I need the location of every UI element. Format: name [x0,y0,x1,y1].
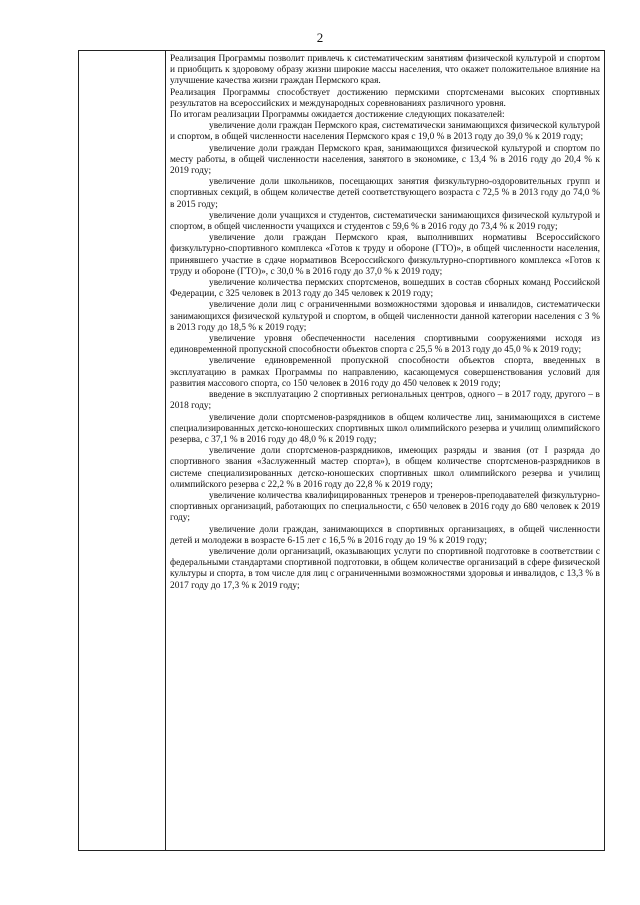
indicator-paragraph: увеличение доли лиц с ограниченными возможностями здоровья и инвалидов, систематически занимающихся физической культурой и спортом, в общей численности данной категории населения с 3 % в 2013 году до 18,5 % к 2019 году; [170,300,600,333]
program-table [78,50,605,851]
column-divider [165,51,166,850]
body-paragraph: Реализация Программы способствует достижению пермскими спортсменами высоких спортивных результатов на всероссийских и международных соревнованиях различного уровня. [170,87,600,109]
body-paragraph: По итогам реализации Программы ожидается достижение следующих показателей: [170,110,505,121]
indicator-paragraph: увеличение доли граждан, занимающихся в спортивных организациях, в общей численности детей и молодежи в возрасте 6-15 лет с 16,5 % в 2016 году до 19 % к 2019 году; [170,524,600,546]
indicator-paragraph: увеличение единовременной пропускной способности объектов спорта, введенных в эксплуатацию в рамках Программы по направлению, касающемуся совершенствования условий для развития массового спорта, со 150 человек в 2016 году до 450 человек к 2019 году; [170,356,600,389]
indicator-paragraph: увеличение доли граждан Пермского края, систематически занимающихся физической культурой и спортом, в общей численности населения Пермского края с 19,0 % в 2013 году до 39,0 % к 2019 году; [170,121,600,143]
page-number: 2 [316,30,324,45]
indicator-paragraph: увеличение доли граждан Пермского края, выполнивших нормативы Всероссийского физкультурно-спортивного комплекса «Готов к труду и обороне (ГТО)», в общей численности населения, принявшего участие в сдаче нормативов Всероссийского физкультурно-спортивного комплекса «Готов к труду и обороне (ГТО)», с 30,0 % в 2016 году до 37,0 % к 2019 году; [170,233,600,277]
indicator-paragraph: увеличение доли учащихся и студентов, систематически занимающихся физической культурой и спортом, в общей численности учащихся и студентов с 59,6 % в 2016 году до 73,4 % к 2019 году; [170,210,600,233]
indicator-paragraph: увеличение количества пермских спортсменов, вошедших в состав сборных команд Российской Федерации, с 325 человек в 2013 году до 345 человек к 2019 году; [170,278,600,300]
indicator-paragraph: увеличение доли граждан Пермского края, занимающихся физической культурой и спортом по месту работы, в общей численности населения, занятого в экономике, с 13,4 % в 2016 году до 20,4 % к 2019 году; [170,143,600,177]
indicator-paragraph: увеличение уровня обеспеченности населения спортивными сооружениями исходя из единовременной пропускной способности объектов спорта с 25,5 % в 2013 году до 45,0 % к 2019 году; [170,334,600,356]
indicator-paragraph: введение в эксплуатацию 2 спортивных региональных центров, одного – в 2017 году, другого – в 2018 году; [170,390,600,412]
indicator-paragraph: увеличение доли организаций, оказывающих услуги по спортивной подготовке в соответствии с федеральными стандартами спортивной подготовки, в общем количестве организаций в сфере физической культуры и спорта, в том числе для лиц с ограниченными возможностями здоровья и инвалидов, с 13,3 % в 2017 году до 17,3 % к 2019 году; [170,546,600,591]
indicator-paragraph: увеличение доли школьников, посещающих занятия физкультурно-оздоровительных групп и спортивных секций, в общем количестве детей соответствующего возраста с 72,5 % в 2013 году до 74,0 % в 2015 году; [170,177,600,210]
indicator-paragraph: увеличение количества квалифицированных тренеров и тренеров-преподавателей физкультурно-спортивных организаций, работающих по специальности, с 650 человек в 2016 году до 680 человек к 2019 году; [170,490,600,524]
indicator-paragraph: увеличение доли спортсменов-разрядников, имеющих разряды и звания (от I разряда до спортивного звания «Заслуженный мастер спорта»), в общем количестве спортсменов-разрядников в системе специализированных детско-юношеских спортивных школ олимпийского резерва и училищ олимпийского резерва с 22,2 % в 2016 году до 22,8 % к 2019 году; [170,446,600,490]
indicator-paragraph: увеличение доли спортсменов-разрядников в общем количестве лиц, занимающихся в системе специализированных детско-юношеских спортивных школ олимпийского резерва и училищ олимпийского резерва, с 37,1 % в 2016 году до 48,0 % к 2019 году; [170,412,600,445]
body-paragraph: Реализация Программы позволит привлечь к систематическим занятиям физической культурой и спортом и приобщить к здоровому образу жизни широкие массы населения, что окажет положительное влияние на улучшение качества жизни граждан Пермского края. [170,54,600,87]
text-column [170,54,600,592]
